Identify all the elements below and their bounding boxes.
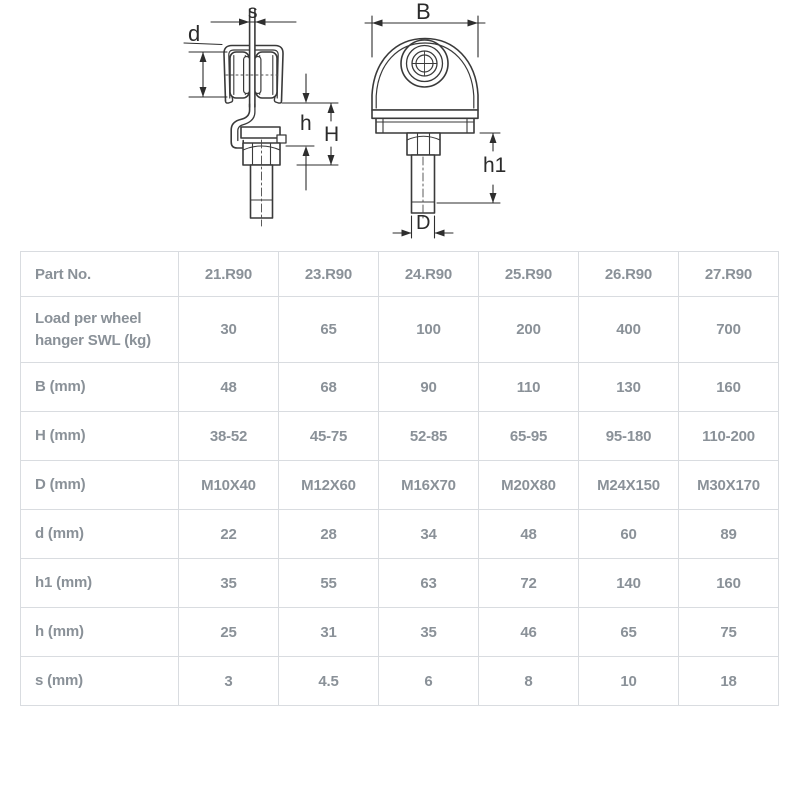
spec-value-cell: 48 <box>179 363 279 412</box>
spec-table-container <box>20 251 778 706</box>
dim-label-B: B <box>416 0 431 24</box>
spec-value-cell: 400 <box>579 297 679 363</box>
spec-value-cell: M12X60 <box>279 461 379 510</box>
wheel-hanger-drawing-svg <box>0 0 800 246</box>
spec-value-cell: 10 <box>579 657 679 706</box>
row-label-h: h (mm) <box>21 608 179 657</box>
spec-value-cell: 140 <box>579 559 679 608</box>
spec-value-cell: 4.5 <box>279 657 379 706</box>
spec-value-cell: 55 <box>279 559 379 608</box>
spec-value-cell: 22 <box>179 510 279 559</box>
part-number-25R90: 25.R90 <box>479 252 579 297</box>
row-label-load: Load per wheel hanger SWL (kg) <box>21 297 179 363</box>
spec-value-cell: 60 <box>579 510 679 559</box>
spec-value-cell: 160 <box>679 363 779 412</box>
spec-value-cell: 130 <box>579 363 679 412</box>
technical-drawings <box>0 0 800 246</box>
table-header-row <box>21 252 779 297</box>
part-number-24R90: 24.R90 <box>379 252 479 297</box>
spec-value-cell: 65 <box>279 297 379 363</box>
dim-label-s: s <box>248 2 258 23</box>
spec-value-cell: 35 <box>179 559 279 608</box>
spec-value-cell: 45-75 <box>279 412 379 461</box>
spec-value-cell: 75 <box>679 608 779 657</box>
spec-value-cell: 38-52 <box>179 412 279 461</box>
spec-value-cell: 72 <box>479 559 579 608</box>
spec-value-cell: 110 <box>479 363 579 412</box>
spec-value-cell: M30X170 <box>679 461 779 510</box>
part-number-27R90: 27.R90 <box>679 252 779 297</box>
spec-value-cell: 35 <box>379 608 479 657</box>
spec-value-cell: 46 <box>479 608 579 657</box>
spec-value-cell: 100 <box>379 297 479 363</box>
spec-value-cell: 3 <box>179 657 279 706</box>
table-row-D <box>21 461 779 510</box>
spec-value-cell: 200 <box>479 297 579 363</box>
spec-table <box>20 251 779 706</box>
spec-value-cell: 160 <box>679 559 779 608</box>
spec-value-cell: 30 <box>179 297 279 363</box>
part-number-21R90: 21.R90 <box>179 252 279 297</box>
spec-value-cell: M24X150 <box>579 461 679 510</box>
spec-value-cell: M16X70 <box>379 461 479 510</box>
row-label-D: D (mm) <box>21 461 179 510</box>
spec-value-cell: 6 <box>379 657 479 706</box>
front-view-drawing <box>372 39 478 221</box>
dim-label-d: d <box>188 21 201 46</box>
spec-value-cell: M10X40 <box>179 461 279 510</box>
spec-value-cell: M20X80 <box>479 461 579 510</box>
row-label-d: d (mm) <box>21 510 179 559</box>
table-row-h <box>21 608 779 657</box>
spec-value-cell: 8 <box>479 657 579 706</box>
row-label-H: H (mm) <box>21 412 179 461</box>
dim-label-h: h <box>300 112 312 135</box>
spec-value-cell: 95-180 <box>579 412 679 461</box>
spec-value-cell: 65 <box>579 608 679 657</box>
spec-value-cell: 52-85 <box>379 412 479 461</box>
part-number-26R90: 26.R90 <box>579 252 679 297</box>
row-label-B: B (mm) <box>21 363 179 412</box>
dim-label-h1: h1 <box>483 154 507 177</box>
table-row-H <box>21 412 779 461</box>
table-row-s <box>21 657 779 706</box>
part-no-header: Part No. <box>21 252 179 297</box>
spec-value-cell: 48 <box>479 510 579 559</box>
spec-value-cell: 110-200 <box>679 412 779 461</box>
row-label-h1: h1 (mm) <box>21 559 179 608</box>
spec-value-cell: 90 <box>379 363 479 412</box>
spec-value-cell: 34 <box>379 510 479 559</box>
dim-label-D: D <box>416 212 431 234</box>
spec-value-cell: 700 <box>679 297 779 363</box>
spec-value-cell: 28 <box>279 510 379 559</box>
part-number-23R90: 23.R90 <box>279 252 379 297</box>
spec-value-cell: 31 <box>279 608 379 657</box>
table-row-load <box>21 297 779 363</box>
table-row-d <box>21 510 779 559</box>
spec-value-cell: 63 <box>379 559 479 608</box>
spec-value-cell: 25 <box>179 608 279 657</box>
spec-value-cell: 68 <box>279 363 379 412</box>
spec-value-cell: 65-95 <box>479 412 579 461</box>
table-row-B <box>21 363 779 412</box>
side-view-drawing <box>224 9 286 226</box>
dim-label-H: H <box>324 123 340 146</box>
table-row-h1 <box>21 559 779 608</box>
row-label-s: s (mm) <box>21 657 179 706</box>
spec-value-cell: 89 <box>679 510 779 559</box>
spec-value-cell: 18 <box>679 657 779 706</box>
